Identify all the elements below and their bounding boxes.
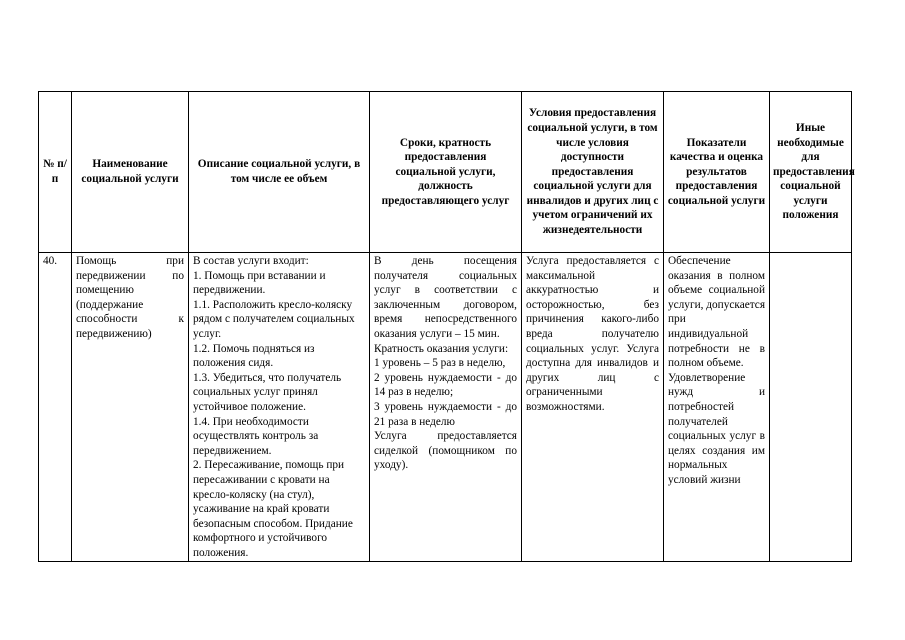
cell-name: Помощь при передвижении по помещению (поддержание способности к передвижению) bbox=[72, 253, 189, 562]
table-row bbox=[39, 253, 852, 562]
cell-conditions: Услуга предоставляется с максимальной аккуратностью и осторожностью, без причинения какого-либо вреда получателю социальных услуг. Услуга доступна для инвалидов и других лиц с ограниченными возможностями. bbox=[522, 253, 664, 562]
header-row bbox=[39, 92, 852, 253]
header-name: Наименование социальной услуги bbox=[72, 92, 189, 253]
description-line: В состав услуги входит: bbox=[193, 255, 309, 267]
indicators-line: Обеспечение оказания в полном объеме социальной услуги, допускается при индивидуальной потребности не в полном объеме. bbox=[668, 255, 766, 370]
description-line: 1.4. При необходимости осуществлять контроль за передвижением. bbox=[193, 415, 319, 457]
cell-other bbox=[770, 253, 852, 562]
terms-line: 1 уровень – 5 раз в неделю, bbox=[374, 357, 506, 370]
terms-line: Кратность оказания услуги: bbox=[374, 342, 509, 355]
terms-line: 2 уровень нуждаемости - до 14 раз в неделю; bbox=[374, 371, 517, 399]
description-line: 2. Пересаживание, помощь при пересаживании с кровати на кресло-коляску (на стул), усаживание на край кровати безопасным способом. Придание комфортного и устойчивого положения. bbox=[193, 459, 353, 559]
header-description: Описание социальной услуги, в том числе ее объем bbox=[189, 92, 370, 253]
cell-description bbox=[189, 253, 370, 562]
header-conditions: Условия предоставления социальной услуги, в том числе условия доступности предоставления социальной услуги для инвалидов и других лиц с учетом ограничений их жизнедеятельности bbox=[522, 92, 664, 253]
cell-num: 40. bbox=[39, 253, 72, 562]
description-line: 1. Помощь при вставании и передвижении. bbox=[193, 269, 326, 297]
indicators-line: Удовлетворение нужд и потребностей получателей социальных услуг в целях создания им нормальных условий жизни bbox=[668, 371, 765, 486]
services-table bbox=[38, 91, 855, 562]
terms-line: 3 уровень нуждаемости - до 21 раза в неделю bbox=[374, 400, 517, 428]
description-line: 1.3. Убедиться, что получатель социальных услуг принял устойчивое положение. bbox=[193, 371, 342, 413]
description-line: 1.1. Расположить кресло-коляску рядом с получателем социальных услуг. bbox=[193, 298, 355, 340]
header-terms: Сроки, кратность предоставления социальной услуги, должность предоставляющего услуг bbox=[370, 92, 522, 253]
header-indicators: Показатели качества и оценка результатов предоставления социальной услуги bbox=[664, 92, 770, 253]
header-other: Иные необходимые для предоставления социальной услуги положения bbox=[770, 92, 852, 253]
description-line: 1.2. Помочь подняться из положения сидя. bbox=[193, 342, 315, 370]
header-num: № п/п bbox=[39, 92, 72, 253]
terms-line: Услуга предоставляется сиделкой (помощником по уходу). bbox=[374, 430, 517, 472]
terms-line: В день посещения получателя социальных услуг в соответствии с заключенным договором, время непосредственного оказания услуги – 15 мин. bbox=[374, 255, 517, 340]
cell-indicators bbox=[664, 253, 770, 562]
cell-terms bbox=[370, 253, 522, 562]
